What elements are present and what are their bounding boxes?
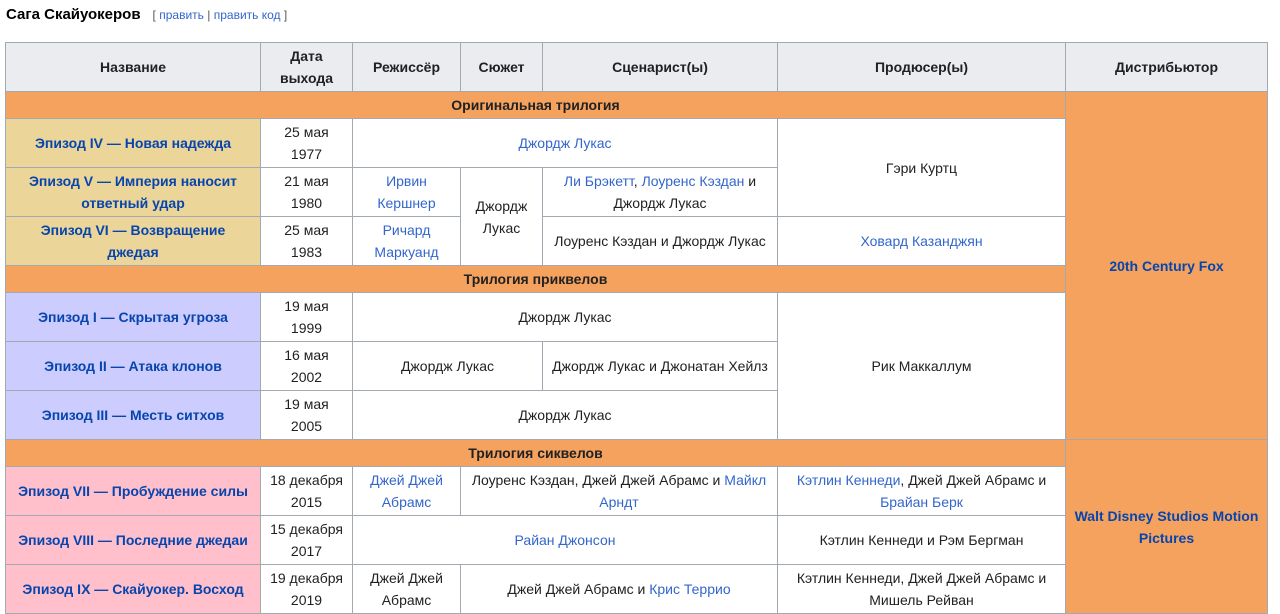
person-link-lucas[interactable]: Джордж Лукас	[518, 135, 612, 151]
director-cell: Джей Джей Абрамс	[353, 565, 461, 614]
film-link-ep7[interactable]: Эпизод VII — Пробуждение силы	[18, 483, 248, 499]
edit-link[interactable]: править	[159, 8, 204, 22]
group-prequel-label: Трилогия приквелов	[6, 266, 1066, 293]
group-original-label: Оригинальная трилогия	[6, 92, 1066, 119]
person-link-kershner[interactable]: Ирвин Кершнер	[377, 173, 436, 211]
director-cell	[353, 168, 461, 217]
edit-links	[153, 8, 288, 22]
header-row	[6, 43, 1268, 92]
film-title-cell	[6, 516, 261, 565]
film-title-cell	[6, 565, 261, 614]
release-date: 25 мая 1977	[261, 119, 353, 168]
film-title-cell	[6, 342, 261, 391]
release-date: 16 мая 2002	[261, 342, 353, 391]
story-writers-cell	[461, 565, 778, 614]
person-link-marquand[interactable]: Ричард Маркуанд	[374, 222, 439, 260]
film-link-ep5[interactable]: Эпизод V — Империя наносит ответный удар	[28, 173, 238, 211]
director-cell	[353, 467, 461, 516]
header-distributor: Дистрибьютор	[1066, 43, 1268, 92]
film-title-cell	[6, 168, 261, 217]
director-story-cell: Джордж Лукас	[353, 342, 543, 391]
release-date: 19 декабря 2019	[261, 565, 353, 614]
film-link-ep4[interactable]: Эпизод IV — Новая надежда	[34, 135, 232, 151]
film-link-ep2[interactable]: Эпизод II — Атака клонов	[44, 358, 222, 374]
director-cell	[353, 217, 461, 266]
group-row-sequel	[6, 440, 1268, 467]
distributor-disney-link[interactable]: Walt Disney Studios Motion Pictures	[1074, 507, 1259, 546]
writers-cell: Ли Брэкетт, Лоуренс Кэздан и Джордж Лукас	[543, 168, 778, 217]
writers-cell: Джордж Лукас и Джонатан Хейлз	[543, 342, 778, 391]
writers-text: Лоуренс Кэздан, Джей Джей Абрамс и	[471, 472, 721, 488]
section-heading	[6, 6, 287, 28]
producer-kurtz: Гэри Куртц	[778, 119, 1066, 217]
story-writers-cell	[461, 467, 778, 516]
edit-separator: |	[207, 8, 211, 22]
film-title-cell	[6, 293, 261, 342]
release-date: 15 декабря 2017	[261, 516, 353, 565]
release-date: 19 мая 2005	[261, 391, 353, 440]
person-link-arndt[interactable]: Майкл Арндт	[599, 472, 767, 510]
writers-text: Джей Джей Абрамс и	[507, 581, 646, 597]
edit-open-bracket: [	[152, 8, 156, 22]
crew-merged-cell	[353, 119, 778, 168]
film-link-ep9[interactable]: Эпизод IX — Скайуокер. Восход	[22, 581, 244, 597]
producer-cell: Кэтлин Кеннеди, Джей Джей Абрамс и Мишель Рейван	[778, 565, 1066, 614]
edit-code-link[interactable]: править код	[213, 8, 281, 22]
producer-cell	[778, 217, 1066, 266]
distributor-disney-cell	[1066, 440, 1268, 614]
film-title-cell	[6, 119, 261, 168]
film-title-cell	[6, 217, 261, 266]
release-date: 19 мая 1999	[261, 293, 353, 342]
header-title: Название	[6, 43, 261, 92]
section-title: Сага Скайуокеров	[6, 6, 141, 23]
film-title-cell	[6, 391, 261, 440]
person-link-johnson[interactable]: Райан Джонсон	[514, 532, 616, 548]
header-writers: Сценарист(ы)	[543, 43, 778, 92]
crew-merged-cell: Джордж Лукас	[353, 391, 778, 440]
person-link-kennedy[interactable]: Кэтлин Кеннеди	[796, 472, 901, 488]
header-director: Режиссёр	[353, 43, 461, 92]
person-link-brackett[interactable]: Ли Брэкетт	[563, 173, 634, 189]
distributor-fox-cell	[1066, 92, 1268, 440]
header-producers: Продюсер(ы)	[778, 43, 1066, 92]
person-link-abrams[interactable]: Джей Джей Абрамс	[370, 472, 443, 510]
release-date: 25 мая 1983	[261, 217, 353, 266]
person-link-kazanjian[interactable]: Ховард Казанджян	[860, 233, 983, 249]
film-link-ep3[interactable]: Эпизод III — Месть ситхов	[41, 407, 225, 423]
film-title-cell	[6, 467, 261, 516]
crew-merged-cell	[353, 516, 778, 565]
producer-mccallum: Рик Маккаллум	[778, 293, 1066, 440]
group-row-original	[6, 92, 1268, 119]
release-date: 21 мая 1980	[261, 168, 353, 217]
producer-mid-text: , Джей Джей Абрамс и	[900, 472, 1047, 488]
writers-cell: Лоуренс Кэздан и Джордж Лукас	[543, 217, 778, 266]
group-sequel-label: Трилогия сиквелов	[6, 440, 1066, 467]
story-lucas-original: Джордж Лукас	[461, 168, 543, 266]
film-link-ep1[interactable]: Эпизод I — Скрытая угроза	[38, 309, 228, 325]
edit-close-bracket: ]	[283, 8, 288, 22]
crew-merged-cell: Джордж Лукас	[353, 293, 778, 342]
writers-rest: и Джордж Лукас	[613, 173, 757, 211]
producer-cell	[778, 467, 1066, 516]
distributor-fox-link[interactable]: 20th Century Fox	[1109, 257, 1224, 274]
film-link-ep8[interactable]: Эпизод VIII — Последние джедаи	[18, 532, 248, 548]
film-link-ep6[interactable]: Эпизод VI — Возвращение джедая	[40, 222, 226, 260]
films-table	[5, 42, 1268, 614]
header-release-date: Дата выхода	[261, 43, 353, 92]
release-date: 18 декабря 2015	[261, 467, 353, 516]
header-story: Сюжет	[461, 43, 543, 92]
person-link-terrio[interactable]: Крис Террио	[649, 581, 731, 597]
person-link-burk[interactable]: Брайан Берк	[880, 494, 963, 510]
person-link-kasdan[interactable]: Лоуренс Кэздан	[641, 173, 745, 189]
producer-cell: Кэтлин Кеннеди и Рэм Бергман	[778, 516, 1066, 565]
